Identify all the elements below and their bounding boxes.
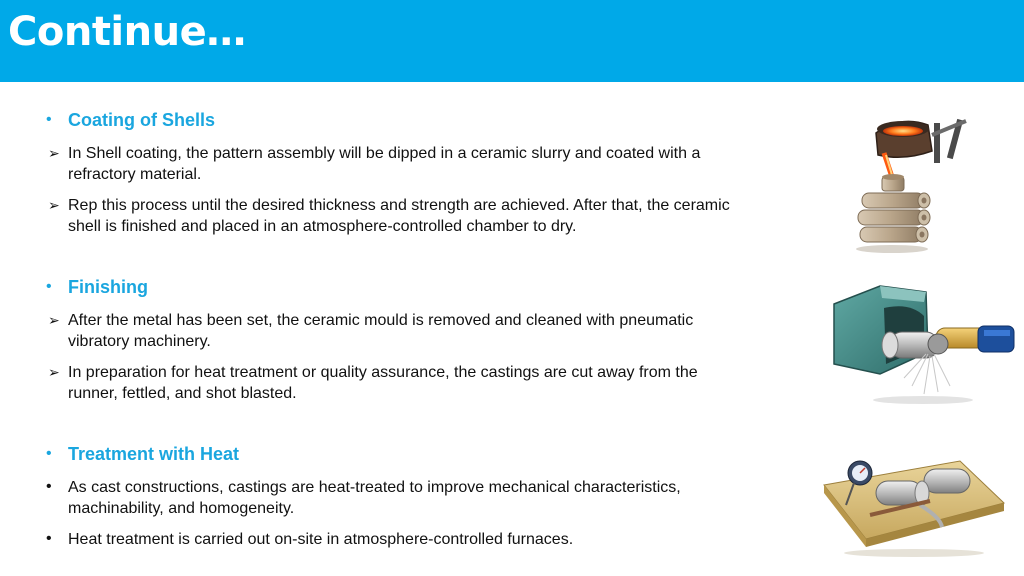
section-heading-heat-treatment: Treatment with Heat [68,444,240,464]
arrow-bullet-icon: ➢ [48,197,60,213]
list-item-line: Heat treatment is carried out on-site in atmosphere-controlled furnaces. [68,531,574,548]
list-item-line: In Shell coating, the pattern assembly will be dipped in a ceramic slurry and coated with a [68,145,701,162]
list-item-line: machinability, and homogeneity. [68,500,295,517]
arrow-bullet-icon: ➢ [48,145,60,161]
list-item-line: In preparation for heat treatment or quality assurance, the castings are cut away from the [68,364,698,381]
bullet-icon: • [46,278,52,295]
bullet-icon: • [46,445,52,462]
list-item-line: Rep this process until the desired thickness and strength are achieved. After that, the ceramic [68,197,730,214]
arrow-bullet-icon: ➢ [48,364,60,380]
finishing-illustration [828,282,1018,407]
slide-title: Continue… [8,9,246,55]
list-item-line: vibratory machinery. [68,333,211,350]
list-item-line: runner, fettled, and shot blasted. [68,385,297,402]
list-item-line: shell is finished and placed in an atmosphere-controlled chamber to dry. [68,218,577,235]
shell-coating-illustration [848,115,978,255]
section-heading-coating: Coating of Shells [68,110,216,130]
heat-treatment-illustration [810,455,1010,560]
arrow-bullet-icon: ➢ [48,312,60,328]
bullet-icon: • [46,530,52,547]
section-heading-finishing: Finishing [68,277,148,297]
list-item-line: After the metal has been set, the ceramic mould is removed and cleaned with pneumatic [68,312,694,329]
list-item-line: As cast constructions, castings are heat-treated to improve mechanical characteristics, [68,479,681,496]
list-item-line: refractory material. [68,166,202,183]
bullet-icon: • [46,111,52,128]
bullet-icon: • [46,478,52,495]
